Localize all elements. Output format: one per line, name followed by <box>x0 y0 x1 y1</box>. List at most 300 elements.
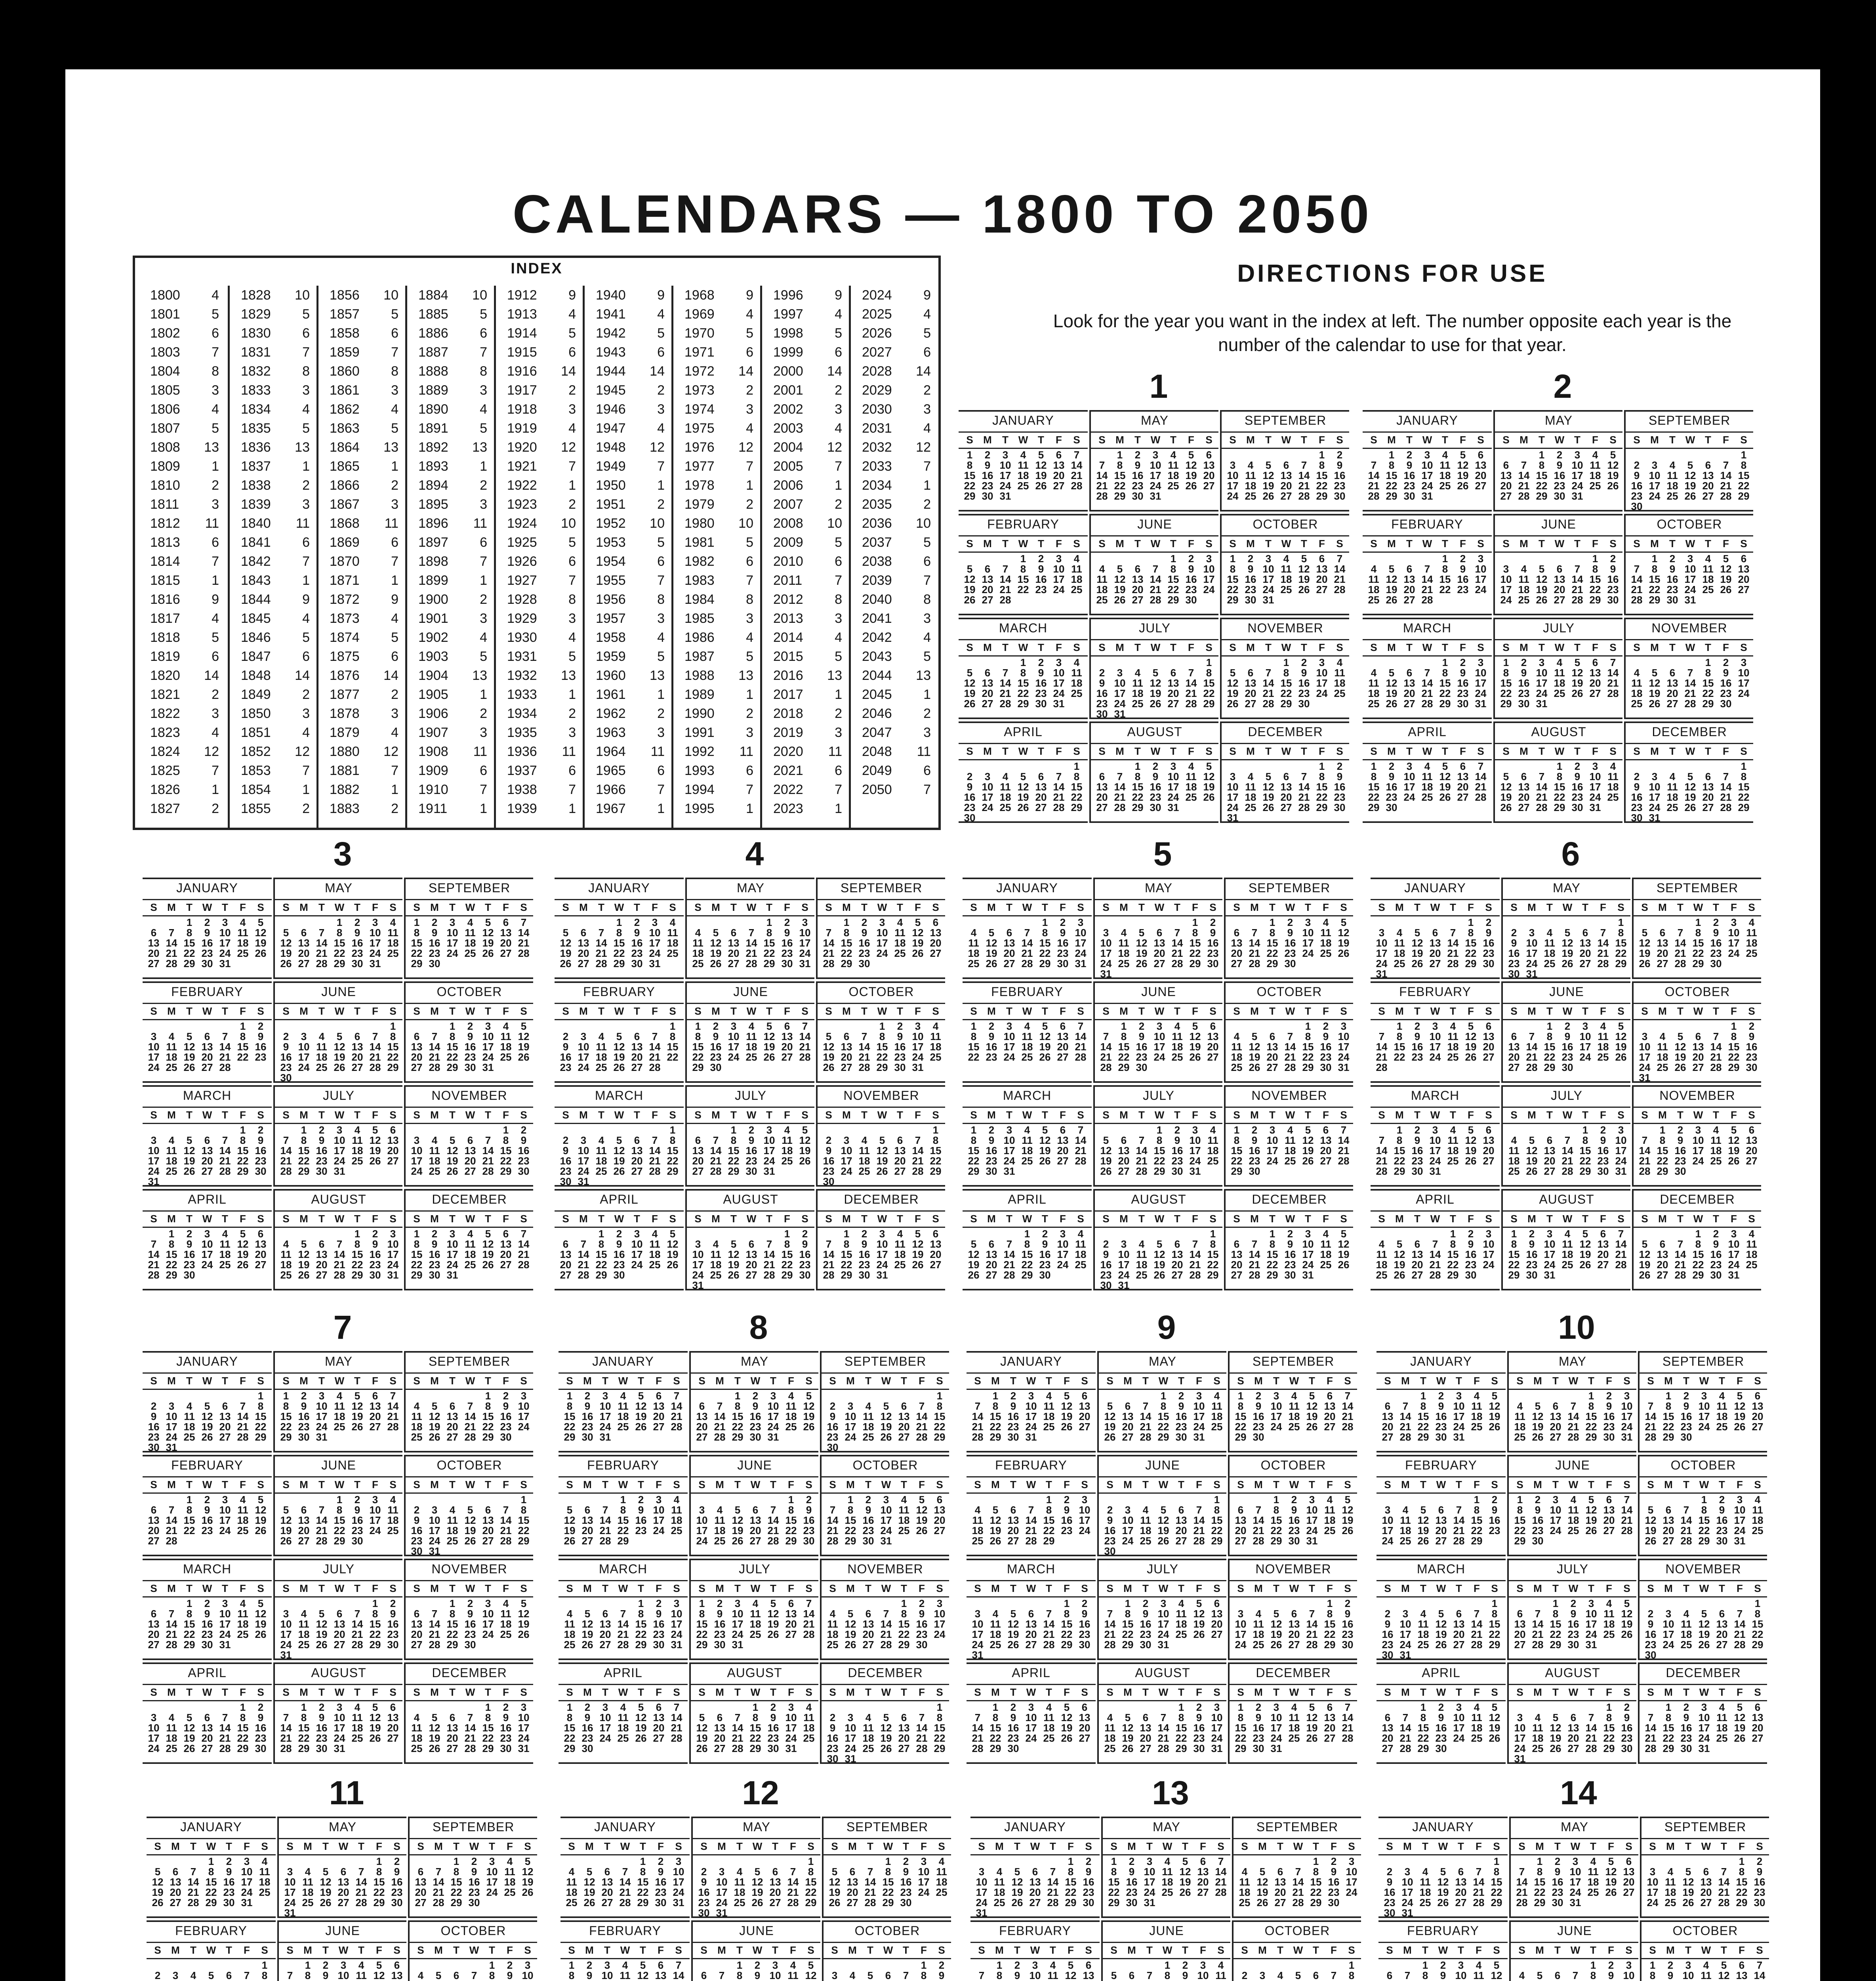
date-number: 28 <box>913 1431 930 1443</box>
date-number: 8 <box>1155 1400 1172 1412</box>
month-name: MARCH <box>559 1561 688 1577</box>
date-number: 23 <box>313 1155 330 1167</box>
date-number: 11 <box>1664 781 1681 793</box>
weekday-letter: M <box>163 1374 180 1388</box>
date-number: 23 <box>1331 480 1348 492</box>
date-number: 29 <box>1264 958 1281 970</box>
index-calendar-number: 3 <box>302 381 310 400</box>
index-calendar-number: 4 <box>391 609 398 628</box>
date-number: 30 <box>1743 1061 1760 1073</box>
weekday-letter: S <box>1331 433 1348 447</box>
date-number: 1 <box>1689 916 1707 928</box>
date-number: 4 <box>1551 657 1568 668</box>
date-number: 25 <box>163 1165 180 1177</box>
date-number: 13 <box>1409 1248 1426 1260</box>
date-number: 1 <box>1436 553 1454 565</box>
date-number: 7 <box>1569 563 1586 575</box>
index-calendar-number: 1 <box>302 571 310 590</box>
index-year: 1940 <box>596 286 626 305</box>
weekday-letter: T <box>1032 744 1050 758</box>
date-number: 19 <box>961 687 978 699</box>
date-number: 9 <box>891 1031 909 1042</box>
index-year: 1840 <box>241 514 271 533</box>
date-number: 23 <box>1137 1628 1154 1640</box>
weekday-header <box>1091 535 1218 553</box>
date-number: 22 <box>1689 1259 1707 1271</box>
date-number: 16 <box>1317 1041 1335 1053</box>
date-number: 23 <box>1409 1155 1426 1167</box>
date-number: 30 <box>824 1441 841 1453</box>
date-number: 31 <box>668 1639 685 1651</box>
index-year: 2008 <box>773 514 803 533</box>
date-number: 21 <box>1569 584 1586 595</box>
date-number: 15 <box>693 1618 711 1630</box>
weekday-header <box>406 1372 533 1390</box>
date-number: 14 <box>1331 563 1348 575</box>
weekday-letter: S <box>961 536 978 551</box>
date-number: 24 <box>1111 698 1129 710</box>
date-number: 22 <box>838 1259 855 1271</box>
date-number: 17 <box>842 1421 859 1433</box>
month-block <box>273 878 402 979</box>
date-number: 23 <box>1454 687 1472 699</box>
date-number: 8 <box>1165 563 1182 575</box>
date-number: 11 <box>1365 573 1382 585</box>
weekday-letter: S <box>824 1477 841 1492</box>
date-number: 22 <box>561 1732 578 1744</box>
date-number: 16 <box>252 1041 269 1053</box>
weekday-letter: M <box>579 1477 596 1492</box>
month-block <box>1089 410 1218 511</box>
date-number: 19 <box>965 1259 982 1271</box>
weekday-letter: M <box>1250 1477 1267 1492</box>
index-year: 2003 <box>773 419 803 438</box>
date-number: 21 <box>1137 1421 1154 1433</box>
date-number: 3 <box>1260 553 1277 565</box>
index-year: 1884 <box>418 286 448 305</box>
date-number: 19 <box>800 1410 818 1422</box>
date-number: 6 <box>1054 1124 1071 1136</box>
date-number: 22 <box>1735 791 1752 803</box>
date-number: 2 <box>461 1597 479 1609</box>
date-number: 18 <box>1515 584 1533 595</box>
weekday-letter: T <box>181 1374 198 1388</box>
weekday-letter: T <box>765 1685 782 1699</box>
date-number: 14 <box>1335 1134 1352 1146</box>
date-number: 5 <box>426 1712 443 1723</box>
date-number: 6 <box>461 1134 479 1146</box>
date-number: 2 <box>1454 553 1472 565</box>
weekday-letter: T <box>1664 433 1681 447</box>
date-number: 11 <box>1317 927 1335 939</box>
weekday-header <box>959 431 1088 449</box>
weekday-letter: S <box>145 1212 162 1226</box>
weekday-header <box>822 1580 949 1597</box>
date-number: 5 <box>1303 1390 1321 1402</box>
date-number: 13 <box>295 937 313 949</box>
date-number: 31 <box>1725 1269 1743 1281</box>
weekday-letter: T <box>313 1212 330 1226</box>
date-number: 26 <box>1604 480 1622 492</box>
weekday-letter: F <box>1317 1004 1335 1018</box>
weekday-letter: S <box>1472 536 1489 551</box>
date-number: 27 <box>145 1639 162 1651</box>
date-number: 26 <box>729 1535 746 1547</box>
date-number: 31 <box>782 1742 800 1754</box>
index-calendar-number: 13 <box>472 438 487 457</box>
date-number: 23 <box>1058 1525 1075 1536</box>
date-number: 21 <box>1339 1410 1356 1422</box>
date-number: 12 <box>1200 771 1218 782</box>
index-year: 1957 <box>596 609 626 628</box>
date-number: 10 <box>1155 1608 1172 1620</box>
date-number: 4 <box>1242 771 1259 782</box>
date-number: 26 <box>725 1269 742 1281</box>
weekday-letter: W <box>1682 640 1699 655</box>
date-number: 28 <box>1472 791 1489 803</box>
date-number: 7 <box>1050 771 1068 782</box>
date-number: 20 <box>1401 687 1418 699</box>
date-number: 1 <box>234 1701 252 1713</box>
index-calendar-number: 7 <box>302 761 310 780</box>
date-number: 27 <box>1472 480 1489 492</box>
weekday-letter: T <box>349 1581 366 1595</box>
month-name: JANUARY <box>967 1353 1096 1369</box>
date-number: 18 <box>1285 1410 1303 1422</box>
date-number: 17 <box>145 1051 162 1063</box>
weekday-letter: T <box>1169 1004 1186 1018</box>
date-number: 2 <box>252 1701 269 1713</box>
date-number: 6 <box>1115 1134 1132 1146</box>
date-number: 12 <box>909 927 927 939</box>
weekday-letter: T <box>1133 1108 1150 1122</box>
weekday-letter: F <box>1317 1212 1335 1226</box>
month-name: AUGUST <box>691 1665 818 1681</box>
date-number: 10 <box>216 927 234 939</box>
date-number: 13 <box>444 1410 461 1422</box>
date-number: 1 <box>1497 657 1515 668</box>
date-number: 20 <box>408 1628 425 1640</box>
date-number: 30 <box>1664 594 1681 606</box>
date-number: 4 <box>614 1701 632 1713</box>
date-number: 25 <box>711 1535 728 1547</box>
weekday-letter: M <box>1246 1108 1263 1122</box>
weekday-letter: T <box>856 1004 873 1018</box>
index-year: 1854 <box>241 780 271 799</box>
calendar-5 <box>963 834 1363 1294</box>
weekday-letter: T <box>1036 1004 1054 1018</box>
date-number: 23 <box>983 1051 1000 1063</box>
weekday-letter: T <box>725 1212 742 1226</box>
date-number: 9 <box>1317 1031 1335 1042</box>
date-number: 30 <box>1137 1639 1154 1651</box>
weekday-letter: T <box>856 1108 873 1122</box>
date-number: 28 <box>1373 1165 1390 1177</box>
date-number: 25 <box>1594 1051 1612 1063</box>
date-number: 5 <box>1533 563 1550 575</box>
weekday-header <box>1230 1476 1357 1494</box>
date-number: 12 <box>1436 771 1454 782</box>
date-number: 30 <box>515 1165 532 1177</box>
weekday-letter: T <box>1436 433 1454 447</box>
date-number: 9 <box>1401 459 1418 471</box>
date-number: 24 <box>1612 1155 1630 1167</box>
date-number: 5 <box>1636 927 1653 939</box>
weekday-letter: T <box>1401 640 1418 655</box>
weekday-letter: T <box>313 1374 330 1388</box>
weekday-letter: W <box>1014 536 1032 551</box>
date-number: 19 <box>1383 687 1400 699</box>
date-number: 21 <box>593 947 610 959</box>
weekday-header <box>1495 639 1622 657</box>
date-number: 10 <box>1426 1031 1444 1042</box>
date-number: 25 <box>1604 791 1622 803</box>
weekday-letter: F <box>913 1685 930 1699</box>
date-number: 10 <box>444 1238 461 1250</box>
date-number: 5 <box>632 1390 650 1402</box>
date-number: 10 <box>1646 469 1663 481</box>
weekday-letter: S <box>796 1212 814 1226</box>
month-block <box>1632 1189 1761 1290</box>
date-number: 29 <box>1119 1639 1136 1651</box>
index-calendar-number: 4 <box>302 400 310 419</box>
weekday-letter: T <box>216 900 234 914</box>
weekday-letter: S <box>1636 1004 1653 1018</box>
date-number: 5 <box>313 1608 330 1620</box>
date-number: 5 <box>664 1228 681 1240</box>
date-number: 17 <box>216 937 234 949</box>
date-number: 6 <box>1480 1020 1497 1032</box>
date-number: 2 <box>1743 1020 1760 1032</box>
index-year: 1913 <box>507 305 537 324</box>
date-number: 30 <box>295 1431 313 1443</box>
date-number: 19 <box>1335 937 1352 949</box>
date-number: 13 <box>628 1041 646 1053</box>
date-number: 21 <box>1182 687 1200 699</box>
date-number: 28 <box>1335 1155 1352 1167</box>
date-number: 2 <box>1137 1597 1154 1609</box>
date-number: 21 <box>1628 584 1645 595</box>
index-year: 2049 <box>862 761 892 780</box>
index-year: 1917 <box>507 381 537 400</box>
index-calendar-number: 1 <box>923 685 931 704</box>
date-number: 8 <box>961 459 978 471</box>
date-number: 27 <box>1228 1269 1245 1281</box>
date-number: 6 <box>557 1238 574 1250</box>
date-number: 16 <box>979 469 996 481</box>
index-calendar-number: 14 <box>295 666 310 685</box>
date-number: 26 <box>181 1742 198 1754</box>
weekday-letter: M <box>426 1374 443 1388</box>
index-year: 1972 <box>684 362 715 381</box>
date-number: 24 <box>1268 1421 1285 1433</box>
month-block <box>1093 878 1222 979</box>
weekday-letter: S <box>277 1004 295 1018</box>
date-number: 24 <box>1151 1051 1168 1063</box>
weekday-letter: F <box>778 1212 796 1226</box>
date-number: 16 <box>461 1618 479 1630</box>
date-number: 23 <box>1672 1155 1689 1167</box>
date-number: 7 <box>1295 459 1313 471</box>
date-number: 21 <box>913 1732 930 1744</box>
date-number: 20 <box>1208 1618 1226 1630</box>
date-number: 11 <box>1072 1238 1089 1250</box>
weekday-letter: S <box>515 1374 532 1388</box>
weekday-letter: W <box>1022 1477 1040 1492</box>
date-number: 4 <box>426 1134 443 1146</box>
date-number: 23 <box>252 1051 269 1063</box>
weekday-letter: F <box>1586 744 1604 758</box>
date-number: 15 <box>965 1041 982 1053</box>
date-number: 14 <box>1133 1145 1150 1157</box>
date-number: 2 <box>743 1124 760 1136</box>
index-year: 1812 <box>150 514 180 533</box>
date-number: 26 <box>961 594 978 606</box>
weekday-letter: S <box>1472 744 1489 758</box>
date-number: 28 <box>313 958 330 970</box>
month-name: APRIL <box>143 1665 272 1681</box>
index-year: 1808 <box>150 438 180 457</box>
month-block <box>555 981 684 1083</box>
weekday-header <box>1222 743 1349 760</box>
month-name: JULY <box>275 1561 402 1577</box>
date-number: 10 <box>1165 771 1182 782</box>
date-number: 26 <box>557 958 574 970</box>
date-number: 20 <box>1664 687 1681 699</box>
weekday-letter: T <box>761 1212 778 1226</box>
date-number: 12 <box>1335 927 1352 939</box>
weekday-letter: S <box>1628 744 1645 758</box>
month-block <box>143 1559 272 1660</box>
date-number: 23 <box>461 1628 479 1640</box>
date-number: 3 <box>408 1134 425 1146</box>
date-number: 3 <box>1155 1597 1172 1609</box>
date-number: 30 <box>1133 1061 1150 1073</box>
date-number: 18 <box>1204 1145 1222 1157</box>
date-number: 6 <box>1208 1597 1226 1609</box>
date-number: 1 <box>838 916 855 928</box>
date-number: 5 <box>1260 771 1277 782</box>
date-number: 15 <box>1436 677 1454 689</box>
weekday-letter: S <box>927 1004 944 1018</box>
date-number: 9 <box>1281 927 1299 939</box>
date-number: 10 <box>873 1238 891 1250</box>
date-number: 16 <box>1523 1248 1540 1260</box>
date-number: 4 <box>313 1031 330 1042</box>
date-number: 23 <box>1129 480 1146 492</box>
date-number: 22 <box>277 1421 295 1433</box>
weekday-letter: T <box>1169 1212 1186 1226</box>
weekday-letter: S <box>1339 1374 1356 1388</box>
date-number: 14 <box>1444 937 1462 949</box>
weekday-letter: M <box>1383 536 1400 551</box>
date-number: 17 <box>725 1041 742 1053</box>
index-calendar-number: 6 <box>480 533 487 552</box>
date-number: 2 <box>913 1597 930 1609</box>
date-number: 1 <box>1444 1228 1462 1240</box>
index-calendar-number: 7 <box>657 780 665 799</box>
date-number: 25 <box>1628 698 1645 710</box>
date-number: 26 <box>664 1259 681 1271</box>
date-number: 2 <box>557 1134 574 1146</box>
index-calendar-number: 2 <box>568 495 576 514</box>
weekday-letter: W <box>1151 1212 1168 1226</box>
date-number: 22 <box>1018 1259 1036 1271</box>
date-number: 27 <box>927 947 944 959</box>
month-block <box>559 1351 688 1452</box>
weekday-letter: S <box>1331 744 1348 758</box>
date-number: 12 <box>1299 1134 1317 1146</box>
date-number: 13 <box>689 1145 707 1157</box>
date-number: 22 <box>778 1259 796 1271</box>
index-year: 1865 <box>330 457 360 476</box>
index-year: 1829 <box>241 305 271 324</box>
date-number: 20 <box>295 947 313 959</box>
date-number: 29 <box>838 958 855 970</box>
weekday-letter: T <box>444 1108 461 1122</box>
index-year: 1903 <box>418 647 448 666</box>
index-year: 2011 <box>773 571 802 590</box>
weekday-letter: W <box>1151 1108 1168 1122</box>
date-number: 23 <box>349 1525 366 1536</box>
weekday-letter: S <box>408 900 425 914</box>
date-number: 23 <box>557 1061 574 1073</box>
date-number: 2 <box>1285 1494 1303 1506</box>
date-number: 18 <box>163 1155 180 1167</box>
weekday-letter: S <box>1612 900 1630 914</box>
date-number: 6 <box>1401 667 1418 679</box>
date-number: 8 <box>927 1134 944 1146</box>
calendar-9 <box>967 1307 1367 1767</box>
date-number: 7 <box>1169 927 1186 939</box>
date-number: 4 <box>711 1504 728 1516</box>
date-number: 19 <box>707 947 724 959</box>
index-calendar-number: 2 <box>923 704 931 723</box>
date-number: 10 <box>145 1722 162 1734</box>
date-number: 22 <box>689 1051 707 1063</box>
weekday-letter: M <box>1646 744 1663 758</box>
weekday-letter: S <box>796 900 814 914</box>
date-number: 26 <box>277 1535 295 1547</box>
index-year: 1896 <box>418 514 448 533</box>
date-number: 27 <box>1242 698 1259 710</box>
weekday-letter: M <box>426 1581 443 1595</box>
date-number: 20 <box>1654 947 1671 959</box>
date-number: 15 <box>1040 1514 1058 1526</box>
date-number: 31 <box>1224 812 1241 824</box>
weekday-letter: T <box>1137 1477 1154 1492</box>
date-number: 30 <box>384 1639 402 1651</box>
date-number: 20 <box>1172 1525 1190 1536</box>
weekday-letter: F <box>1182 744 1200 758</box>
date-number: 1 <box>593 1228 610 1240</box>
date-number: 7 <box>216 1134 234 1146</box>
date-number: 12 <box>557 937 574 949</box>
weekday-header <box>406 1476 533 1494</box>
date-number: 9 <box>313 1712 330 1723</box>
date-number: 29 <box>632 1639 650 1651</box>
date-number: 27 <box>1277 802 1295 813</box>
date-number: 5 <box>349 1390 366 1402</box>
date-number: 10 <box>1636 1041 1653 1053</box>
weekday-letter: M <box>979 536 996 551</box>
date-number: 27 <box>366 1421 384 1433</box>
date-number: 4 <box>1444 1124 1462 1136</box>
date-number: 10 <box>408 1145 425 1157</box>
date-number: 2 <box>1664 553 1681 565</box>
date-number: 24 <box>1401 791 1418 803</box>
date-number: 29 <box>782 1535 800 1547</box>
